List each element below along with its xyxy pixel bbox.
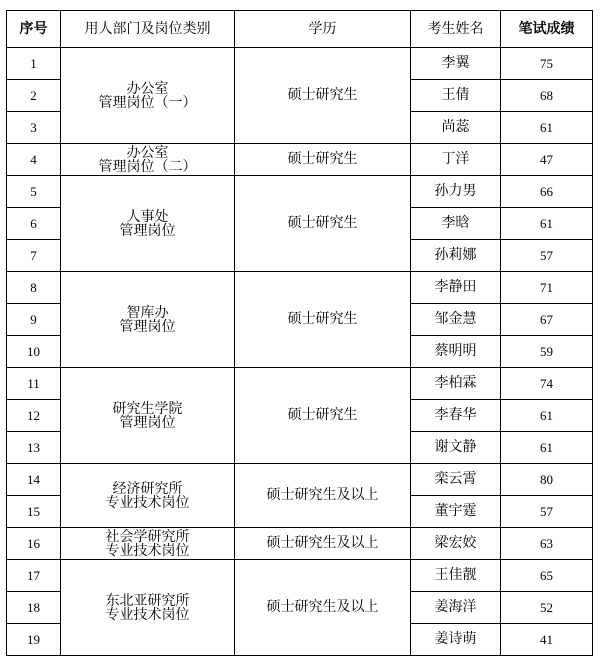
row-index: 18 (7, 592, 61, 624)
candidate-name: 丁洋 (411, 144, 501, 176)
header-dept: 用人部门及岗位类别 (61, 11, 235, 48)
dept-line2: 管理岗位 (119, 222, 176, 239)
written-score: 63 (501, 528, 593, 560)
dept-line2: 专业技术岗位 (105, 494, 190, 511)
education-cell: 硕士研究生及以上 (235, 560, 411, 656)
written-score: 59 (501, 336, 593, 368)
table-row (7, 176, 593, 208)
dept-line1: 办公室 (126, 80, 169, 97)
education-cell: 硕士研究生及以上 (235, 528, 411, 560)
dept-line2: 管理岗位 (119, 414, 176, 431)
dept-cell (61, 144, 235, 176)
row-index: 2 (7, 80, 61, 112)
row-index: 14 (7, 464, 61, 496)
education-cell: 硕士研究生 (235, 272, 411, 368)
row-index: 19 (7, 624, 61, 656)
dept-cell (61, 464, 235, 528)
written-score: 75 (501, 48, 593, 80)
table-row (7, 144, 593, 176)
written-score: 61 (501, 432, 593, 464)
candidate-name: 邹金慧 (411, 304, 501, 336)
candidate-name: 李静田 (411, 272, 501, 304)
written-score: 66 (501, 176, 593, 208)
written-score: 65 (501, 560, 593, 592)
results-table (6, 10, 593, 656)
written-score: 68 (501, 80, 593, 112)
dept-line1: 人事处 (126, 208, 169, 225)
candidate-name: 李翼 (411, 48, 501, 80)
dept-line1: 智库办 (126, 304, 169, 321)
written-score: 74 (501, 368, 593, 400)
table-row (7, 272, 593, 304)
row-index: 4 (7, 144, 61, 176)
candidate-name: 谢文静 (411, 432, 501, 464)
dept-cell (61, 272, 235, 368)
candidate-name: 蔡明明 (411, 336, 501, 368)
dept-line1: 经济研究所 (112, 480, 183, 497)
row-index: 6 (7, 208, 61, 240)
row-index: 17 (7, 560, 61, 592)
table-row (7, 464, 593, 496)
header-score: 笔试成绩 (501, 11, 593, 48)
table-row (7, 528, 593, 560)
written-score: 80 (501, 464, 593, 496)
dept-line1: 东北亚研究所 (105, 592, 190, 609)
row-index: 10 (7, 336, 61, 368)
written-score: 71 (501, 272, 593, 304)
row-index: 12 (7, 400, 61, 432)
row-index: 1 (7, 48, 61, 80)
row-index: 9 (7, 304, 61, 336)
header-row (7, 11, 593, 48)
candidate-name: 姜海洋 (411, 592, 501, 624)
dept-cell (61, 48, 235, 144)
header-name: 考生姓名 (411, 11, 501, 48)
dept-line1: 研究生学院 (112, 400, 183, 417)
written-score: 47 (501, 144, 593, 176)
dept-line2: 管理岗位（二） (98, 158, 197, 175)
row-index: 5 (7, 176, 61, 208)
written-score: 67 (501, 304, 593, 336)
dept-cell (61, 528, 235, 560)
candidate-name: 李春华 (411, 400, 501, 432)
row-index: 15 (7, 496, 61, 528)
table-row (7, 368, 593, 400)
candidate-name: 孙莉娜 (411, 240, 501, 272)
dept-line1: 办公室 (126, 144, 169, 161)
education-cell: 硕士研究生 (235, 48, 411, 144)
written-score: 57 (501, 496, 593, 528)
written-score: 61 (501, 112, 593, 144)
row-index: 11 (7, 368, 61, 400)
candidate-name: 王倩 (411, 80, 501, 112)
candidate-name: 李晗 (411, 208, 501, 240)
dept-cell (61, 176, 235, 272)
header-education: 学历 (235, 11, 411, 48)
education-cell: 硕士研究生 (235, 176, 411, 272)
dept-cell (61, 368, 235, 464)
education-cell: 硕士研究生及以上 (235, 464, 411, 528)
dept-line2: 专业技术岗位 (105, 542, 190, 559)
dept-line2: 管理岗位 (119, 318, 176, 335)
table-row (7, 48, 593, 80)
candidate-name: 尚蕊 (411, 112, 501, 144)
dept-line2: 专业技术岗位 (105, 606, 190, 623)
header-index: 序号 (7, 11, 61, 48)
table-row (7, 560, 593, 592)
row-index: 7 (7, 240, 61, 272)
education-cell: 硕士研究生 (235, 144, 411, 176)
candidate-name: 孙力男 (411, 176, 501, 208)
written-score: 61 (501, 400, 593, 432)
dept-cell (61, 560, 235, 656)
dept-line2: 管理岗位（一） (98, 94, 197, 111)
candidate-name: 董宇霆 (411, 496, 501, 528)
row-index: 13 (7, 432, 61, 464)
candidate-name: 李柏霖 (411, 368, 501, 400)
written-score: 57 (501, 240, 593, 272)
row-index: 16 (7, 528, 61, 560)
candidate-name: 姜诗萌 (411, 624, 501, 656)
written-score: 41 (501, 624, 593, 656)
candidate-name: 梁宏姣 (411, 528, 501, 560)
written-score: 52 (501, 592, 593, 624)
row-index: 8 (7, 272, 61, 304)
dept-line1: 社会学研究所 (105, 528, 190, 545)
row-index: 3 (7, 112, 61, 144)
education-cell: 硕士研究生 (235, 368, 411, 464)
candidate-name: 王佳靓 (411, 560, 501, 592)
written-score: 61 (501, 208, 593, 240)
candidate-name: 栾云霄 (411, 464, 501, 496)
